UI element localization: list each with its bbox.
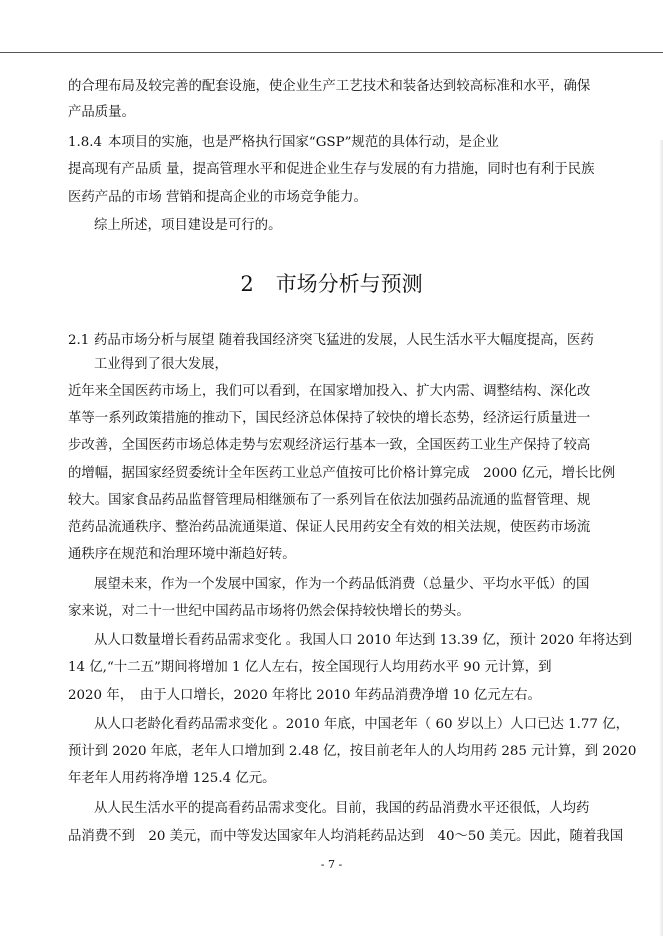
paragraph-line: 通秩序在规范和治理环境中渐趋好转。 xyxy=(68,547,296,562)
page-edge-shadow xyxy=(659,140,663,936)
section-2-1 xyxy=(68,333,594,349)
paragraph-line: 从人口数量增长看药品需求变化 。我国人口 2010 年达到 13.39 亿，预计 2020 年将达到 xyxy=(94,633,633,648)
paragraph-line: 家来说，对二十一世纪中国药品市场将仍然会保持较快增长的势头。 xyxy=(68,604,470,619)
section-text: 本项目的实施，也是严格执行国家“GSP”规范的具体行动，是企业 xyxy=(108,135,499,150)
paragraph-line: 14 亿,“十二五”期间将增加 1 亿人左右，按全国现行人均用药水平 90 元计算，到 xyxy=(68,660,552,675)
paragraph-line: 范药品流通秩序、整治药品流通渠道、保证人民用药安全有效的相关法规，使医药市场流 xyxy=(68,520,591,535)
paragraph-line: 综上所述，项目建设是可行的。 xyxy=(94,218,282,233)
paragraph-line: 提高现有产品质 量，提高管理水平和促进企业生存与发展的有力措施，同时也有利于民族 xyxy=(68,162,595,177)
section-1-8-4 xyxy=(68,135,499,151)
chapter-title: 市场分析与预测 xyxy=(275,272,423,296)
paragraph-line: 医药产品的市场 营销和提高企业的市场竞争能力。 xyxy=(68,190,367,205)
paragraph-line: 2020 年， 由于人口增长，2020 年将比 2010 年药品消费净增 10 亿元左右。 xyxy=(68,688,541,703)
paragraph-line: 的增幅，据国家经贸委统计全年医药工业总产值按可比价格计算完成 2000 亿元，增长比例 xyxy=(68,466,616,481)
chapter-heading xyxy=(0,270,663,298)
paragraph-line: 从人民生活水平的提高看药品需求变化。目前，我国的药品消费水平还很低，人均药 xyxy=(94,801,590,816)
section-number: 1.8.4 xyxy=(68,135,103,150)
section-text: 药品市场分析与展望 随着我国经济突飞猛进的发展，人民生活水平大幅度提高，医药 xyxy=(94,333,594,348)
chapter-number: 2 xyxy=(240,272,254,296)
paragraph-line: 较大。国家食品药品监督管理局相继颁布了一系列旨在依法加强药品流通的监督管理、规 xyxy=(68,493,591,508)
header-rule xyxy=(0,52,663,53)
paragraph-line: 预计到 2020 年底，老年人口增加到 2.48 亿，按目前老年人的人均用药 285 元计算，到 2020 xyxy=(68,744,637,759)
paragraph-line: 品消费不到 20 美元，而中等发达国家年人均消耗药品达到 40～50 美元。因此，随着我国 xyxy=(68,829,624,844)
paragraph-line: 工业得到了很大发展， xyxy=(94,357,228,372)
paragraph-line: 展望未来，作为一个发展中国家，作为一个药品低消费（总量少、平均水平低）的国 xyxy=(94,577,590,592)
section-number: 2.1 xyxy=(68,333,90,348)
paragraph-line: 革等一系列政策措施的推动下，国民经济总体保持了较快的增长态势，经济运行质量进一 xyxy=(68,411,591,426)
paragraph-line: 产品质量。 xyxy=(68,105,135,120)
paragraph-line: 从人口老龄化看药品需求变化 。2010 年底，中国老年（ 60 岁以上）人口已达 1.77 亿， xyxy=(94,717,629,732)
page-number: - 7 - xyxy=(320,858,343,871)
paragraph-line: 步改善，全国医药市场总体走势与宏观经济运行基本一致，全国医药工业生产保持了较高 xyxy=(68,438,591,453)
paragraph-line: 年老年人用药将净增 125.4 亿元。 xyxy=(68,771,276,786)
paragraph-line: 的合理布局及较完善的配套设施，使企业生产工艺技术和装备达到较高标准和水平，确保 xyxy=(68,79,591,94)
paragraph-line: 近年来全国医药市场上，我们可以看到，在国家增加投入、扩大内需、调整结构、深化改 xyxy=(68,384,591,399)
